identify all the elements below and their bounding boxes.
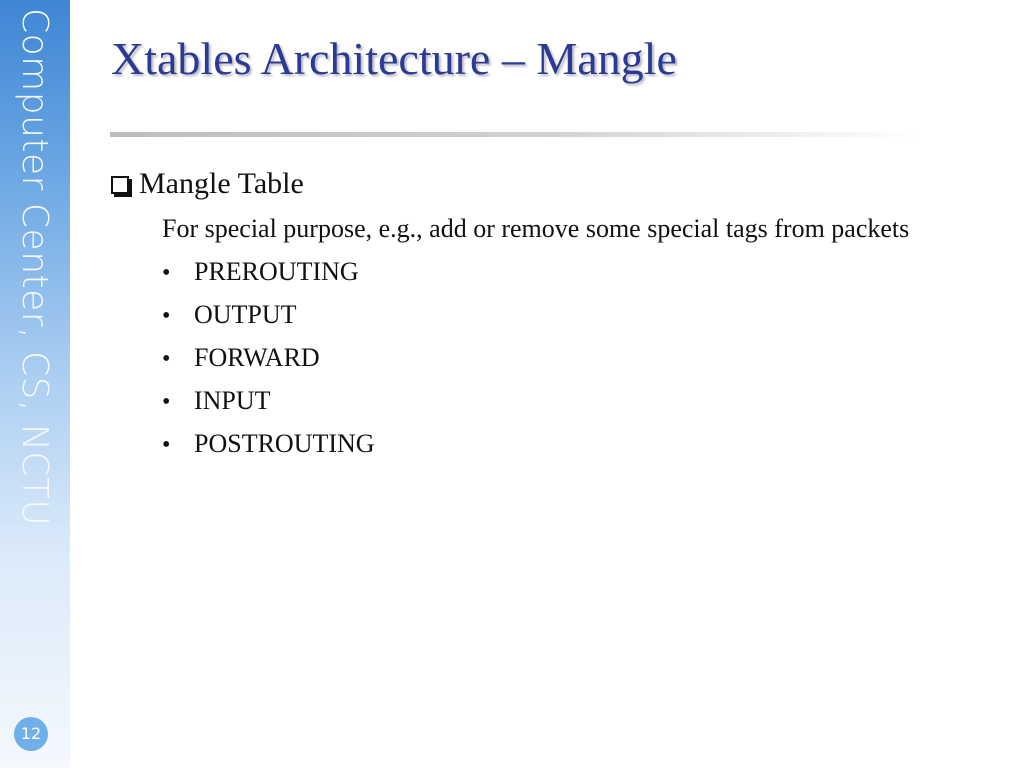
slide-title: Xtables Architecture – Mangle: [111, 33, 677, 84]
bullet-icon: •: [162, 432, 171, 458]
page-number-badge: 12: [14, 717, 48, 751]
section-heading: [111, 167, 304, 201]
side-bar: [0, 0, 70, 768]
section-heading-text: Mangle Table: [139, 167, 304, 200]
bullet-icon: •: [162, 260, 171, 286]
list-item: [162, 299, 375, 342]
chain-name: OUTPUT: [194, 300, 297, 329]
organization-label: Computer Center, CS, NCTU: [14, 8, 55, 527]
list-item: [162, 256, 375, 299]
bullet-icon: •: [162, 303, 171, 329]
bullet-icon: •: [162, 389, 171, 415]
chain-list: [162, 256, 375, 471]
title-divider: [110, 132, 920, 137]
chain-name: PREROUTING: [194, 257, 359, 286]
chain-name: FORWARD: [194, 343, 320, 372]
chain-name: INPUT: [194, 386, 271, 415]
description-text: For special purpose, e.g., add or remove some special tags from packets: [162, 214, 910, 243]
checkbox-icon: [111, 176, 129, 194]
list-item: [162, 385, 375, 428]
bullet-icon: •: [162, 346, 171, 372]
list-item: [162, 342, 375, 385]
list-item: [162, 428, 375, 471]
chain-name: POSTROUTING: [194, 429, 375, 458]
